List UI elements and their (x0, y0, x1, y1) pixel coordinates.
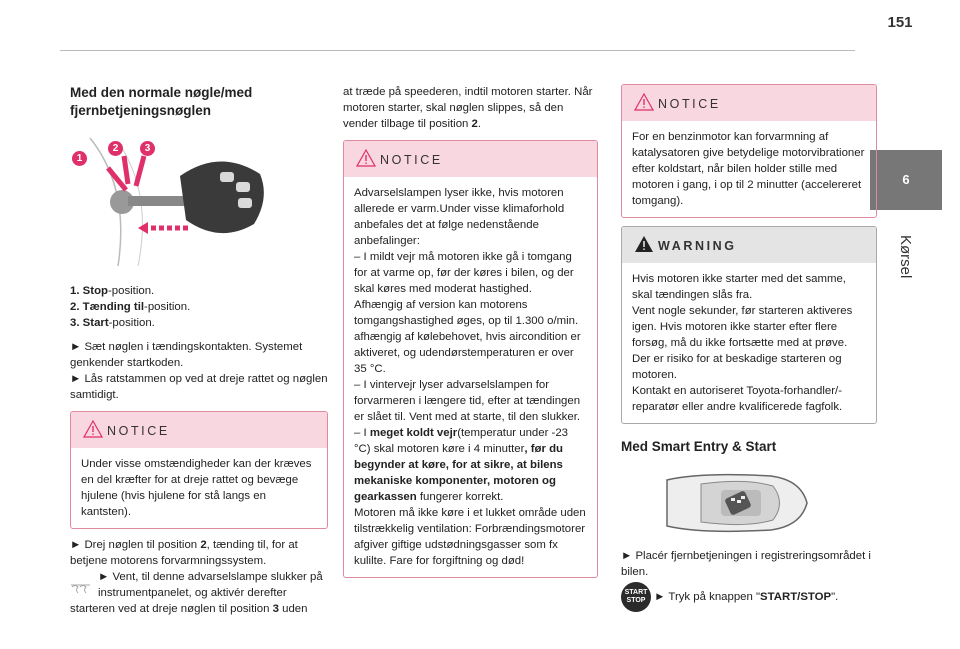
start-stop-button-icon: START STOP (621, 582, 651, 612)
step-place-remote: ► Placér fjernbetjeningen i registreringsområdet i bilen. (621, 550, 871, 578)
warning-para-1: Hvis motoren ikke starter med det samme, skal tændingen slås fra. (632, 273, 846, 301)
chapter-label (870, 235, 942, 290)
warning-filled-triangle-icon (634, 235, 654, 253)
section-heading: Med den normale nøgle/med fjernbetjeningsnøglen (70, 85, 253, 118)
glow-plug-icon (70, 583, 92, 595)
warning-triangle-icon (83, 420, 103, 438)
warning-label: WARNING (658, 239, 737, 253)
warning-triangle-icon (634, 93, 654, 111)
notice-label: NOTICE (658, 97, 721, 111)
notice-box (343, 140, 598, 578)
notice-para-6: Motoren må ikke køre i et lukket område uden tilstrækkelig ventilation: Forbrændingsmotorer afgiver giftige udstødningsgasser som fx kulilte. Fare for forgiftning og død! (354, 507, 586, 567)
notice-text: For en benzinmotor kan forvarmning af katalysatoren give betydelige motorvibrationer efter koldstart, når bilen holder stille med motoren i gang, i op til 2 minutter (accelereret tomgang). (632, 131, 865, 207)
position-item-3: 3. Start-position. (70, 317, 155, 329)
notice-label: NOTICE (380, 153, 443, 167)
column-3 (621, 84, 877, 612)
notice-text: Under visse omstændigheder kan der kræves en del kræfter for at dreje rattet og bevæge hjulene (hvis hjulene for stå langs en kantsten). (81, 458, 312, 518)
column-1 (70, 84, 328, 617)
step-insert-key: ► Sæt nøglen i tændingskontakten. Systemet genkender startkoden. (70, 341, 303, 369)
warning-para-3: Kontakt en autoriseret Toyota-forhandler/-reparatør eller andre kvalificerede fagfolk. (632, 385, 843, 413)
callout-2: 2 (108, 140, 123, 156)
notice-para-1: Advarselslampen lyser ikke, hvis motoren allerede er varm.Under visse klimaforhold anbefales det at følge nedenstående anbefalinger: (354, 187, 565, 247)
smart-entry-heading: Med Smart Entry & Start (621, 439, 777, 454)
notice-para-5: – I meget koldt vejr(temperatur under -23 °C) skal motoren køre i 4 minutter, før du begynder at køre, for at sikre, at bilens mekaniske komponenter, motoren og gearkassen fungerer korrekt. (354, 427, 569, 503)
page-number: 151 (887, 14, 913, 31)
warning-box (621, 226, 877, 424)
notice-para-3: Afhængig af version kan motorens tomgangshastighed øges, op til 1.300 o/min. afhængig af kølebehovet, hvis aircondition er aktiveret, og udendørstemperaturen er over 35 °C. (354, 299, 581, 375)
step-press-start: START STOP ► Tryk på knappen "START/STOP". (621, 582, 877, 612)
step-unlock-steering: ► Lås ratstammen op ved at dreje rattet og nøglen samtidigt. (70, 373, 328, 401)
chapter-tab[interactable]: 6 (870, 150, 942, 210)
notice-box (621, 84, 877, 218)
warning-para-2: Vent nogle sekunder, før starteren aktiveres igen. Hvis motoren ikke starter efter flere forsøg, må du ikke fortsætte med at prøve. Der er risiko for at beskadige starteren og motoren. (632, 305, 853, 381)
notice-box (70, 411, 328, 529)
car-detection-illustration (661, 470, 811, 536)
notice-para-4: – I vintervejr lyser advarselslampen for forvarmeren i længere tid, efter at tændingen er slået til. Vent med at starte, til den slukker. (354, 379, 581, 423)
position-item-1: 1. Stop-position. (70, 285, 155, 297)
chapter-label-text: Kørsel (897, 235, 914, 279)
warning-triangle-icon (356, 149, 376, 167)
step-wait-lamp: ► Vent, til denne advarselslampe slukker på instrumentpanelet, og aktivér derefter starteren ved at dreje nøglen til position 3 uden (70, 571, 323, 615)
step-preheat: ► Drej nøglen til position 2, tænding til, for at betjene motorens forvarmningssystem. (70, 539, 298, 567)
continued-text: at træde på speederen, indtil motoren starter. Når motoren starter, skal nøglen slippes, så den vender tilbage til position 2. (343, 86, 593, 130)
callout-3: 3 (140, 140, 155, 156)
column-2 (343, 84, 598, 578)
callout-1: 1 (72, 150, 87, 166)
notice-label: NOTICE (107, 424, 170, 438)
key-ignition-illustration (70, 128, 270, 266)
notice-para-2: – I mildt vejr må motoren ikke gå i tomgang for at varme op, før der køres i bilen, og der skal køres med moderat hastighed. (354, 251, 574, 295)
header-rule (60, 50, 855, 51)
position-item-2: 2. Tænding til-position. (70, 301, 191, 313)
